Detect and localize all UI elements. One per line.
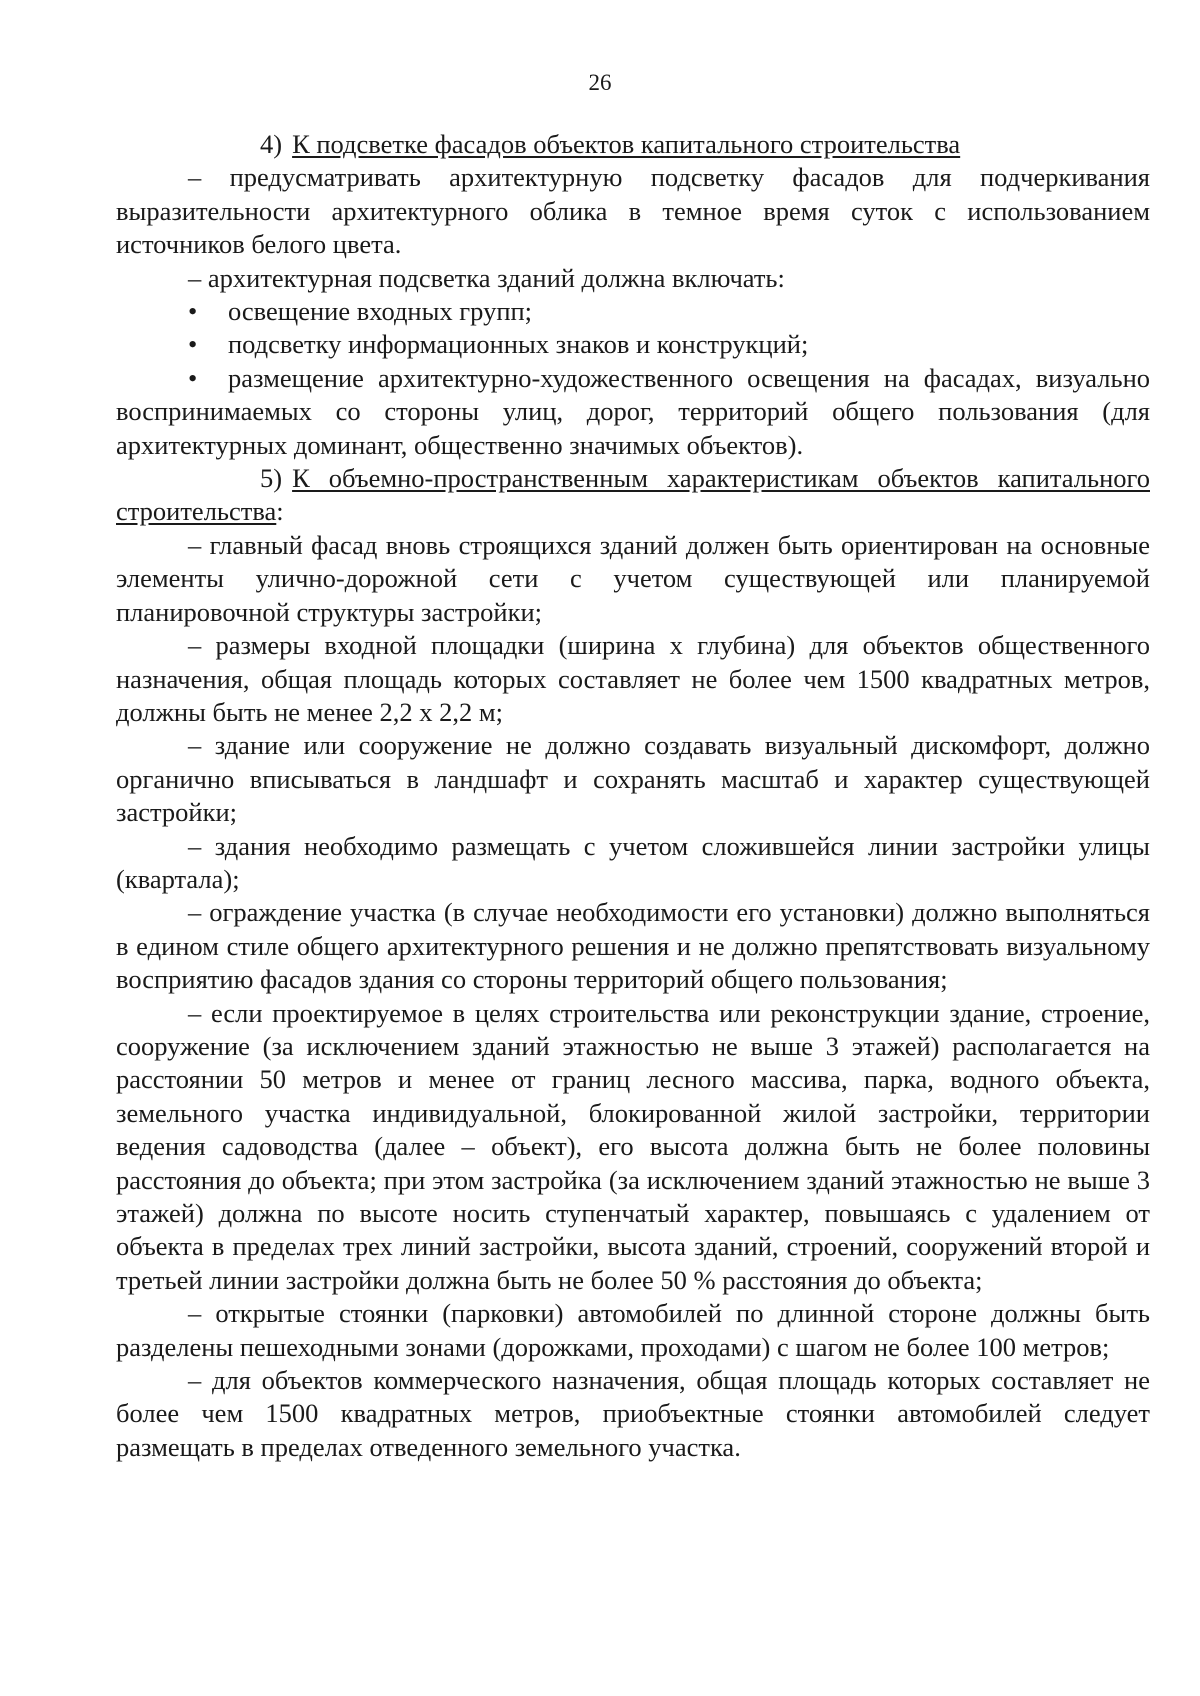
section-title-suffix: : bbox=[276, 496, 284, 527]
bullet-mark: • bbox=[188, 329, 198, 360]
bullet-text: подсветку информационных знаков и конструкций; bbox=[228, 329, 809, 360]
bullet-mark: • bbox=[188, 362, 198, 393]
section-heading-4 bbox=[116, 128, 1150, 161]
section-number: 5) bbox=[260, 463, 283, 494]
section-number: 4) bbox=[260, 129, 283, 159]
bullet-text: размещение архитектурно-художественного освещения на фасадах, визуально воспринимаемых со стороны улиц, дорог, территорий общего пользования (для архитектурных доминант, общественно значимых объектов). bbox=[116, 362, 1150, 460]
bullet-text: освещение входных групп; bbox=[228, 296, 533, 327]
section-title: К подсветке фасадов объектов капитального строительства bbox=[292, 129, 961, 159]
paragraph: – здание или сооружение не должно создавать визуальный дискомфорт, должно органично вписываться в ландшафт и сохранять масштаб и характер существующей застройки; bbox=[116, 730, 1150, 828]
paragraph: – архитектурная подсветка зданий должна включать: bbox=[188, 262, 785, 293]
paragraph: – ограждение участка (в случае необходимости его установки) должно выполняться в едином стиле общего архитектурного решения и не должно препятствовать визуальному восприятию фасадов здания со стороны территорий общего пользования; bbox=[116, 897, 1150, 995]
paragraph: – предусматривать архитектурную подсветку фасадов для подчеркивания выразительности архитектурного облика в темное время суток с использованием источников белого цвета. bbox=[116, 162, 1150, 260]
paragraph: – главный фасад вновь строящихся зданий должен быть ориентирован на основные элементы улично-дорожной сети с учетом существующей или планируемой планировочной структуры застройки; bbox=[116, 529, 1150, 627]
document-body bbox=[116, 128, 1150, 1464]
bullet-mark: • bbox=[188, 296, 198, 327]
section-heading-5 bbox=[116, 462, 1150, 529]
paragraph: – размеры входной площадки (ширина х глубина) для объектов общественного назначения, общая площадь которых составляет не более чем 1500 квадратных метров, должны быть не менее 2,2 х 2,2 м; bbox=[116, 630, 1150, 727]
paragraph: – открытые стоянки (парковки) автомобилей по длинной стороне должны быть разделены пешеходными зонами (дорожками, проходами) с шагом не более 100 метров; bbox=[116, 1298, 1150, 1362]
paragraph: – здания необходимо размещать с учетом сложившейся линии застройки улицы (квартала); bbox=[116, 830, 1150, 894]
bullet-item bbox=[116, 362, 1150, 462]
section-title: К объемно-пространственным характеристикам объектов капитального строительства bbox=[116, 463, 1150, 527]
paragraph: – если проектируемое в целях строительства или реконструкции здание, строение, сооружение (за исключением зданий этажностью не выше 3 этажей) располагается на расстоянии 50 метров и менее от границ лесного массива, парка, водного объекта, земельного участка индивидуальной, блокированной жилой застройки, территории ведения садоводства (далее – объект), его высота должна быть не более половины расстояния до объекта; при этом застройка (за исключением зданий этажностью не выше 3 этажей) должна по высоте носить ступенчатый характер, повышаясь с удалением от объекта в пределах трех линий застройки, высота зданий, строений, сооружений второй и третьей линии застройки должна быть не более 50 % расстояния до объекта; bbox=[116, 997, 1150, 1295]
paragraph: – для объектов коммерческого назначения, общая площадь которых составляет не более чем 1500 квадратных метров, приобъектные стоянки автомобилей следует размещать в пределах отведенного земельного участка. bbox=[116, 1365, 1150, 1462]
bullet-item bbox=[116, 328, 1150, 361]
page-number: 26 bbox=[588, 70, 612, 95]
bullet-item bbox=[116, 295, 1150, 328]
